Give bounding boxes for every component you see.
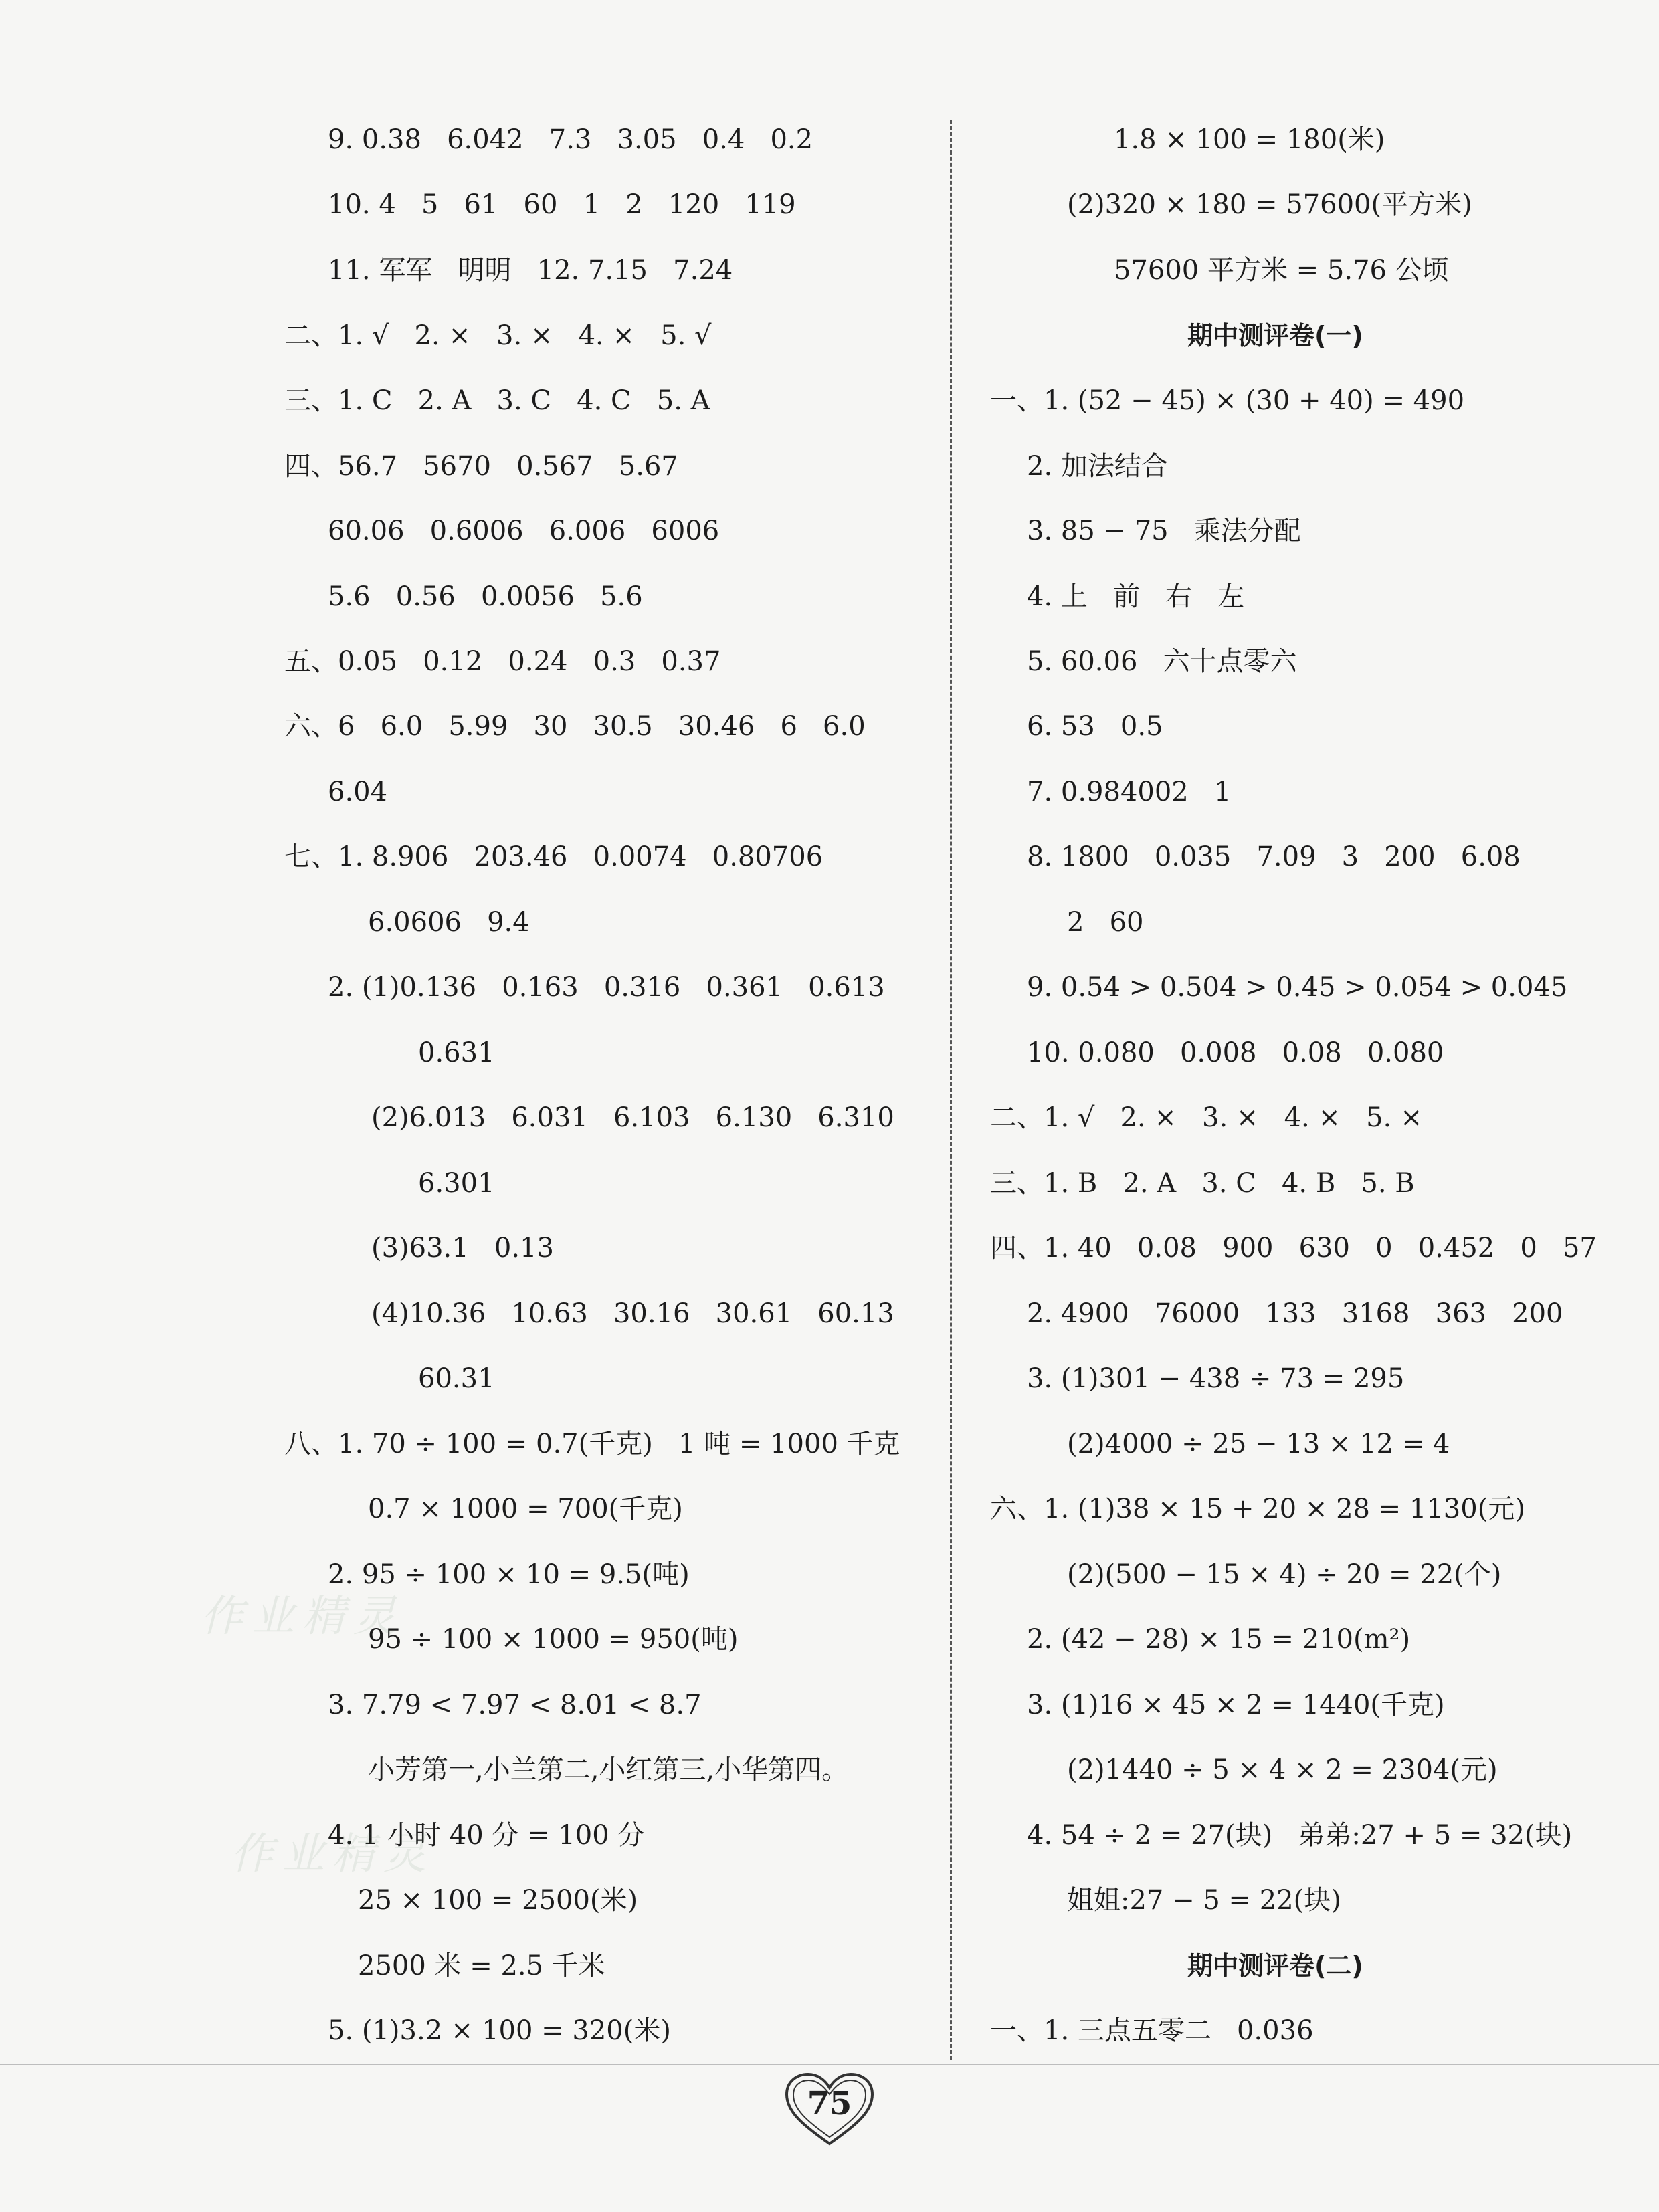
section-line: 四、1. 40 0.08 900 630 0 0.452 0 57	[990, 1233, 1597, 1264]
answer-line: 姐姐:27 − 5 = 22(块)	[1067, 1885, 1341, 1916]
column-divider	[950, 120, 952, 2060]
answer-line: 2500 米 = 2.5 千米	[358, 1950, 605, 1981]
section-line: 七、1. 8.906 203.46 0.0074 0.80706	[284, 841, 823, 872]
section-line: 六、1. (1)38 × 15 + 20 × 28 = 1130(元)	[990, 1494, 1525, 1524]
answer-line: 3. (1)301 − 438 ÷ 73 = 295	[1027, 1363, 1405, 1394]
answer-line: 5. (1)3.2 × 100 = 320(米)	[328, 2015, 671, 2046]
answer-line: 1.8 × 100 = 180(米)	[1114, 124, 1385, 155]
footer-rule	[0, 2064, 1659, 2065]
answer-line: 3. (1)16 × 45 × 2 = 1440(千克)	[1027, 1690, 1445, 1720]
section-heading: 期中测评卷(一)	[1187, 321, 1363, 350]
section-line: 二、1. √ 2. × 3. × 4. × 5. √	[284, 320, 712, 351]
answer-line: 6.04	[328, 777, 388, 807]
answer-line: 0.631	[418, 1037, 495, 1068]
answer-line: 6.301	[418, 1168, 495, 1199]
answer-line: 25 × 100 = 2500(米)	[358, 1885, 638, 1916]
answer-line: 9. 0.38 6.042 7.3 3.05 0.4 0.2	[328, 124, 813, 155]
section-line: 五、0.05 0.12 0.24 0.3 0.37	[284, 646, 721, 677]
answer-line: 3. 7.79 < 7.97 < 8.01 < 8.7	[328, 1690, 702, 1720]
section-line: 四、56.7 5670 0.567 5.67	[284, 451, 678, 482]
answer-line: (2)4000 ÷ 25 − 13 × 12 = 4	[1067, 1429, 1450, 1460]
answer-line: 10. 4 5 61 60 1 2 120 119	[328, 189, 796, 220]
answer-line: 3. 85 − 75 乘法分配	[1027, 516, 1301, 546]
answer-line: 4. 1 小时 40 分 = 100 分	[328, 1820, 645, 1851]
answer-line: 95 ÷ 100 × 1000 = 950(吨)	[368, 1624, 739, 1655]
answer-line: 2. 加法结合	[1027, 451, 1168, 482]
watermark: 作业精灵	[201, 1592, 404, 1641]
page-number-badge	[783, 2070, 876, 2150]
answer-line: 2. (1)0.136 0.163 0.316 0.361 0.613	[328, 972, 885, 1003]
answer-line: 10. 0.080 0.008 0.08 0.080	[1027, 1037, 1444, 1068]
section-line: 一、1. 三点五零二 0.036	[990, 2015, 1314, 2046]
answer-line: (4)10.36 10.63 30.16 30.61 60.13	[371, 1298, 894, 1329]
answer-line: 11. 军军 明明 12. 7.15 7.24	[328, 255, 733, 286]
answer-line: 0.7 × 1000 = 700(千克)	[368, 1494, 683, 1524]
answer-line: 2. 95 ÷ 100 × 10 = 9.5(吨)	[328, 1559, 690, 1590]
answer-line: 7. 0.984002 1	[1027, 777, 1232, 807]
section-heading: 期中测评卷(二)	[1187, 1951, 1363, 1981]
answer-line: (2)1440 ÷ 5 × 4 × 2 = 2304(元)	[1067, 1754, 1498, 1785]
answer-line: 2. 4900 76000 133 3168 363 200	[1027, 1298, 1563, 1329]
watermark: 作业精灵	[231, 1829, 434, 1879]
answer-line: 8. 1800 0.035 7.09 3 200 6.08	[1027, 841, 1521, 872]
answer-line: 2 60	[1067, 907, 1144, 938]
answer-line: (2)(500 − 15 × 4) ÷ 20 = 22(个)	[1067, 1559, 1502, 1590]
section-line: 三、1. B 2. A 3. C 4. B 5. B	[990, 1168, 1415, 1199]
answer-line: 小芳第一,小兰第二,小红第三,小华第四。	[368, 1754, 849, 1785]
answer-line: 4. 54 ÷ 2 = 27(块) 弟弟:27 + 5 = 32(块)	[1027, 1820, 1573, 1851]
page-number: 75	[807, 2085, 852, 2122]
answer-line: 2. (42 − 28) × 15 = 210(m²)	[1027, 1624, 1411, 1655]
answer-line: 60.31	[418, 1363, 495, 1394]
answer-line: 60.06 0.6006 6.006 6006	[328, 516, 720, 546]
section-line: 二、1. √ 2. × 3. × 4. × 5. ×	[990, 1102, 1423, 1133]
section-line: 六、6 6.0 5.99 30 30.5 30.46 6 6.0	[284, 711, 866, 742]
answer-line: (3)63.1 0.13	[371, 1233, 554, 1264]
answer-line: 6. 53 0.5	[1027, 711, 1163, 742]
answer-line: 57600 平方米 = 5.76 公顷	[1114, 255, 1449, 286]
answer-line: 4. 上 前 右 左	[1027, 581, 1245, 612]
answer-line: 9. 0.54 > 0.504 > 0.45 > 0.054 > 0.045	[1027, 972, 1568, 1003]
answer-line: (2)6.013 6.031 6.103 6.130 6.310	[371, 1102, 894, 1133]
section-line: 三、1. C 2. A 3. C 4. C 5. A	[284, 385, 710, 416]
answer-line: 5.6 0.56 0.0056 5.6	[328, 581, 643, 612]
section-line: 一、1. (52 − 45) × (30 + 40) = 490	[990, 385, 1465, 416]
answer-line: 6.0606 9.4	[368, 907, 530, 938]
answer-line: 5. 60.06 六十点零六	[1027, 646, 1297, 677]
section-line: 八、1. 70 ÷ 100 = 0.7(千克) 1 吨 = 1000 千克	[284, 1429, 900, 1460]
answer-line: (2)320 × 180 = 57600(平方米)	[1067, 189, 1472, 220]
